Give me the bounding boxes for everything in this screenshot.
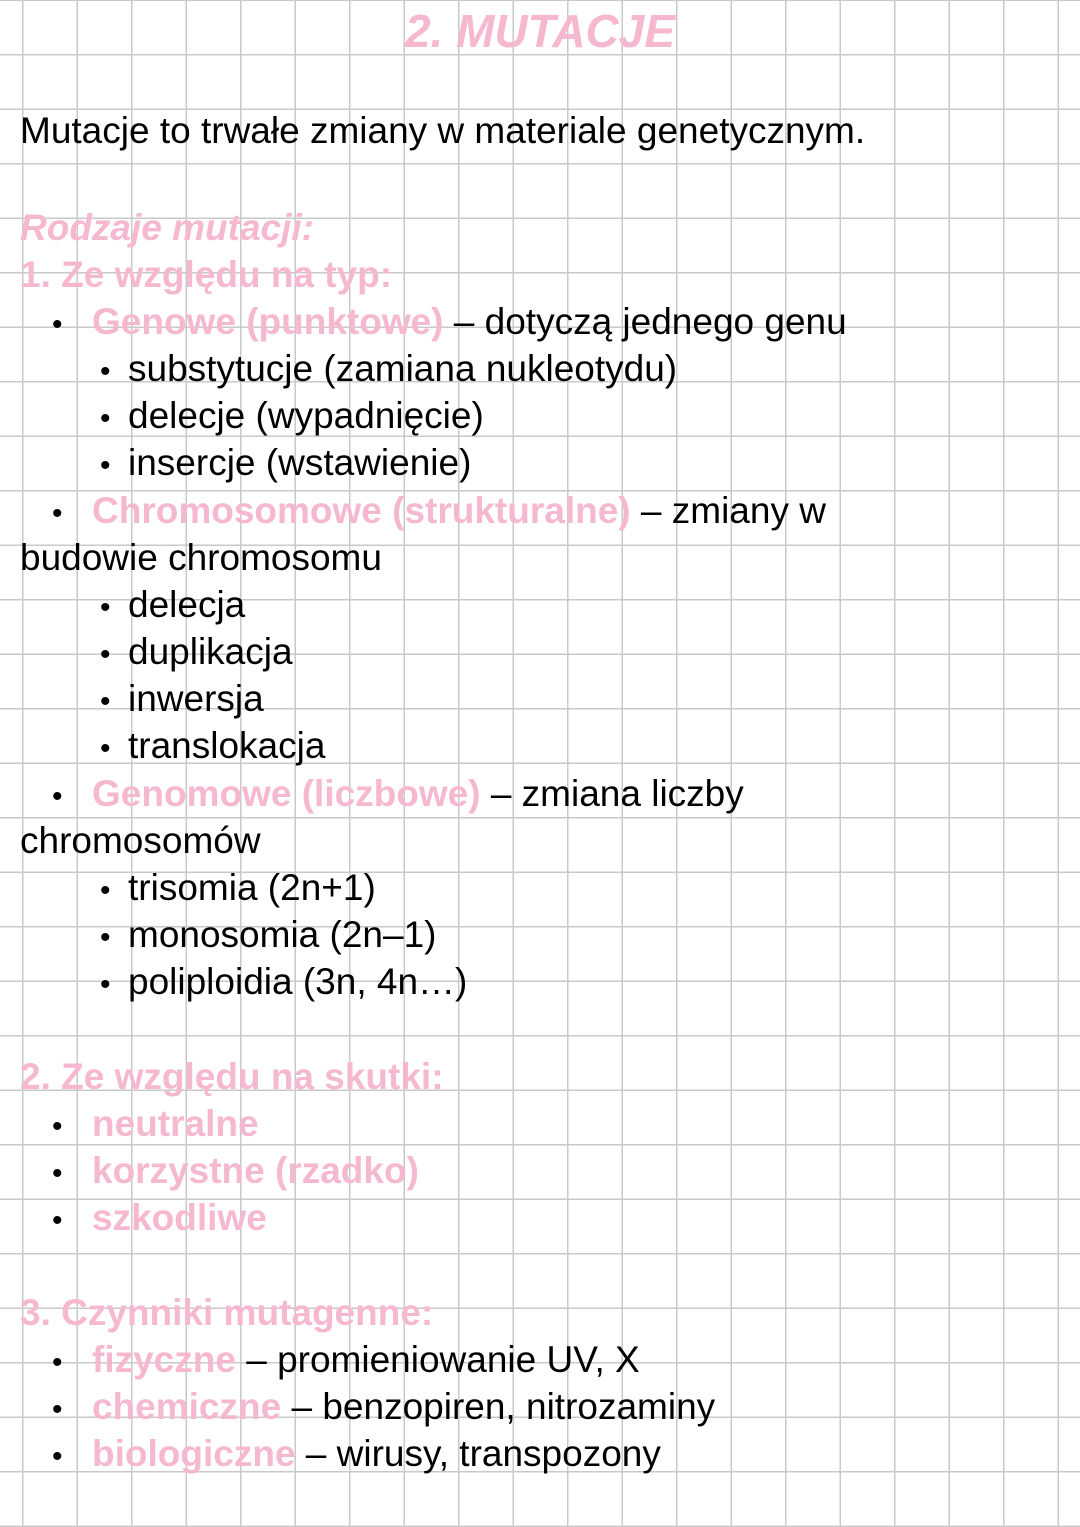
- list-item: • delecja: [100, 584, 246, 625]
- types-heading: Rodzaje mutacji:: [20, 207, 314, 248]
- list-item: • substytucje (zamiana nukleotydu): [100, 348, 678, 389]
- list-item: • poliploidia (3n, 4n…): [100, 961, 468, 1002]
- section1-heading: 1. Ze względu na typ:: [20, 254, 393, 295]
- genome-desc-cont: chromosomów: [20, 820, 261, 861]
- list-item: • fizyczne – promieniowanie UV, X: [52, 1339, 640, 1380]
- section2-heading: 2. Ze względu na skutki:: [20, 1056, 444, 1097]
- list-item: • biologiczne – wirusy, transpozony: [52, 1433, 661, 1474]
- list-item: • delecje (wypadnięcie): [100, 395, 484, 436]
- list-item: • chemiczne – benzopiren, nitrozaminy: [52, 1386, 716, 1427]
- list-item: • translokacja: [100, 725, 326, 766]
- list-item: • szkodliwe: [52, 1197, 267, 1238]
- list-item: • neutralne: [52, 1103, 259, 1144]
- chromosome-mutations-item: • Chromosomowe (strukturalne) – zmiany w: [52, 490, 826, 531]
- chromosome-desc-cont: budowie chromosomu: [20, 537, 382, 578]
- list-item: • monosomia (2n–1): [100, 914, 437, 955]
- list-item: • inwersja: [100, 678, 264, 719]
- list-item: • duplikacja: [100, 631, 293, 672]
- gene-mutations-item: • Genowe (punktowe) – dotyczą jednego genu: [52, 301, 847, 342]
- intro-text: Mutacje to trwałe zmiany w materiale genetycznym.: [20, 110, 866, 151]
- list-item: • insercje (wstawienie): [100, 442, 472, 483]
- page-title: 2. MUTACJE: [404, 5, 676, 57]
- genome-mutations-item: • Genomowe (liczbowe) – zmiana liczby: [52, 773, 744, 814]
- list-item: • korzystne (rzadko): [52, 1150, 419, 1191]
- section3-heading: 3. Czynniki mutagenne:: [20, 1292, 434, 1333]
- list-item: • trisomia (2n+1): [100, 867, 376, 908]
